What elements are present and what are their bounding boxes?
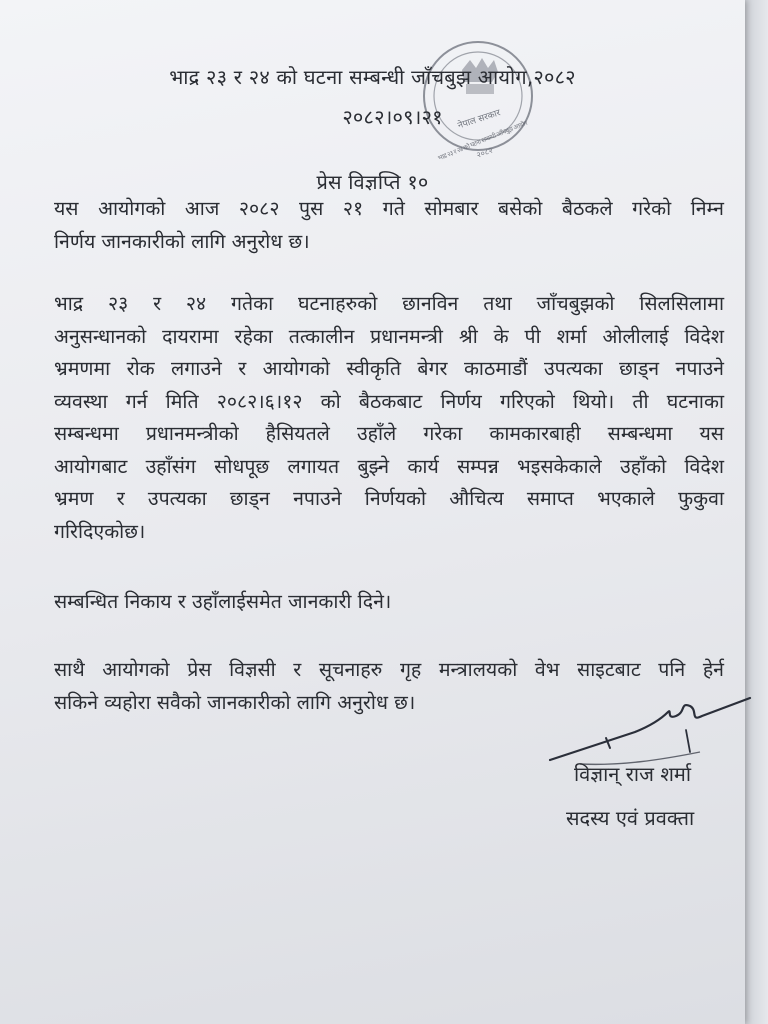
signatory-title: सदस्य एवं प्रवक्ता: [566, 806, 695, 830]
document-date: २०८२।०९।२१: [342, 105, 443, 129]
body-line: भ्रमणमा रोक लगाउने र आयोगको स्वीकृति बेगर काठमाडौं उपत्यका छाड्न नपाउने: [54, 357, 724, 380]
page-edge: [745, 0, 768, 1024]
intro-paragraph: [54, 193, 724, 258]
intro-line: निर्णय जानकारीको लागि अनुरोध छ।: [54, 229, 310, 253]
notice-line: सम्बन्धित निकाय र उहाँलाईसमेत जानकारी दिने।: [54, 590, 392, 613]
body-line: भ्रमण र उपत्यका छाड्न नपाउने निर्णयको औचित्य समाप्त भएकाले फुकुवा: [54, 487, 724, 510]
press-release-heading: प्रेस विज्ञप्ति १०: [316, 170, 429, 194]
signatory-name: विज्ञान् राज शर्मा: [574, 762, 692, 786]
decision-paragraph: [54, 288, 724, 548]
commission-title: भाद्र २३ र २४ को घटना सम्बन्धी जाँचबुझ आयोग,२०८२: [169, 65, 576, 89]
body-line: अनुसन्धानको दायरामा रहेका तत्कालीन प्रधानमन्त्री श्री के पी शर्मा ओलीलाई विदेश: [54, 324, 724, 348]
body-line: भाद्र २३ र २४ गतेका घटनाहरुको छानविन तथा जाँचबुझको सिलसिलामा: [54, 292, 724, 315]
notice-paragraph: [54, 586, 724, 619]
seal-line-3: २०८२: [475, 145, 495, 160]
body-line: सम्बन्धमा प्रधानमन्त्रीको हैसियतले उहाँले गरेका कामकारबाही सम्बन्धमा यस: [54, 422, 724, 445]
body-line: गरिदिएकोछ।: [54, 519, 146, 543]
website-line: सकिने व्यहोरा सवैको जानकारीको लागि अनुरोध छ।: [54, 690, 416, 714]
body-line: व्यवस्था गर्न मिति २०८२।६।१२ को बैठकबाट निर्णय गरिएको थियो। ती घटनाका: [54, 389, 724, 413]
official-seal: [418, 36, 538, 163]
seal-line-1: नेपाल सरकार: [456, 108, 502, 132]
website-line: साथै आयोगको प्रेस विज्ञसी र सूचनाहरु गृह मन्त्रालयको वेभ साइटबाट पनि हेर्न: [54, 658, 724, 681]
intro-line: यस आयोगको आज २०८२ पुस २१ गते सोमबार बसेको बैठकले गरेको निम्न: [54, 197, 724, 220]
body-line: आयोगबाट उहाँसंग सोधपूछ लगायत बुझ्ने कार्य सम्पन्न भइसकेकाले उहाँको विदेश: [54, 454, 724, 478]
seal-line-2: भाद्र २३ र २४ को घटना सम्बन्धी जाँचबुझ आयोग: [436, 118, 529, 163]
